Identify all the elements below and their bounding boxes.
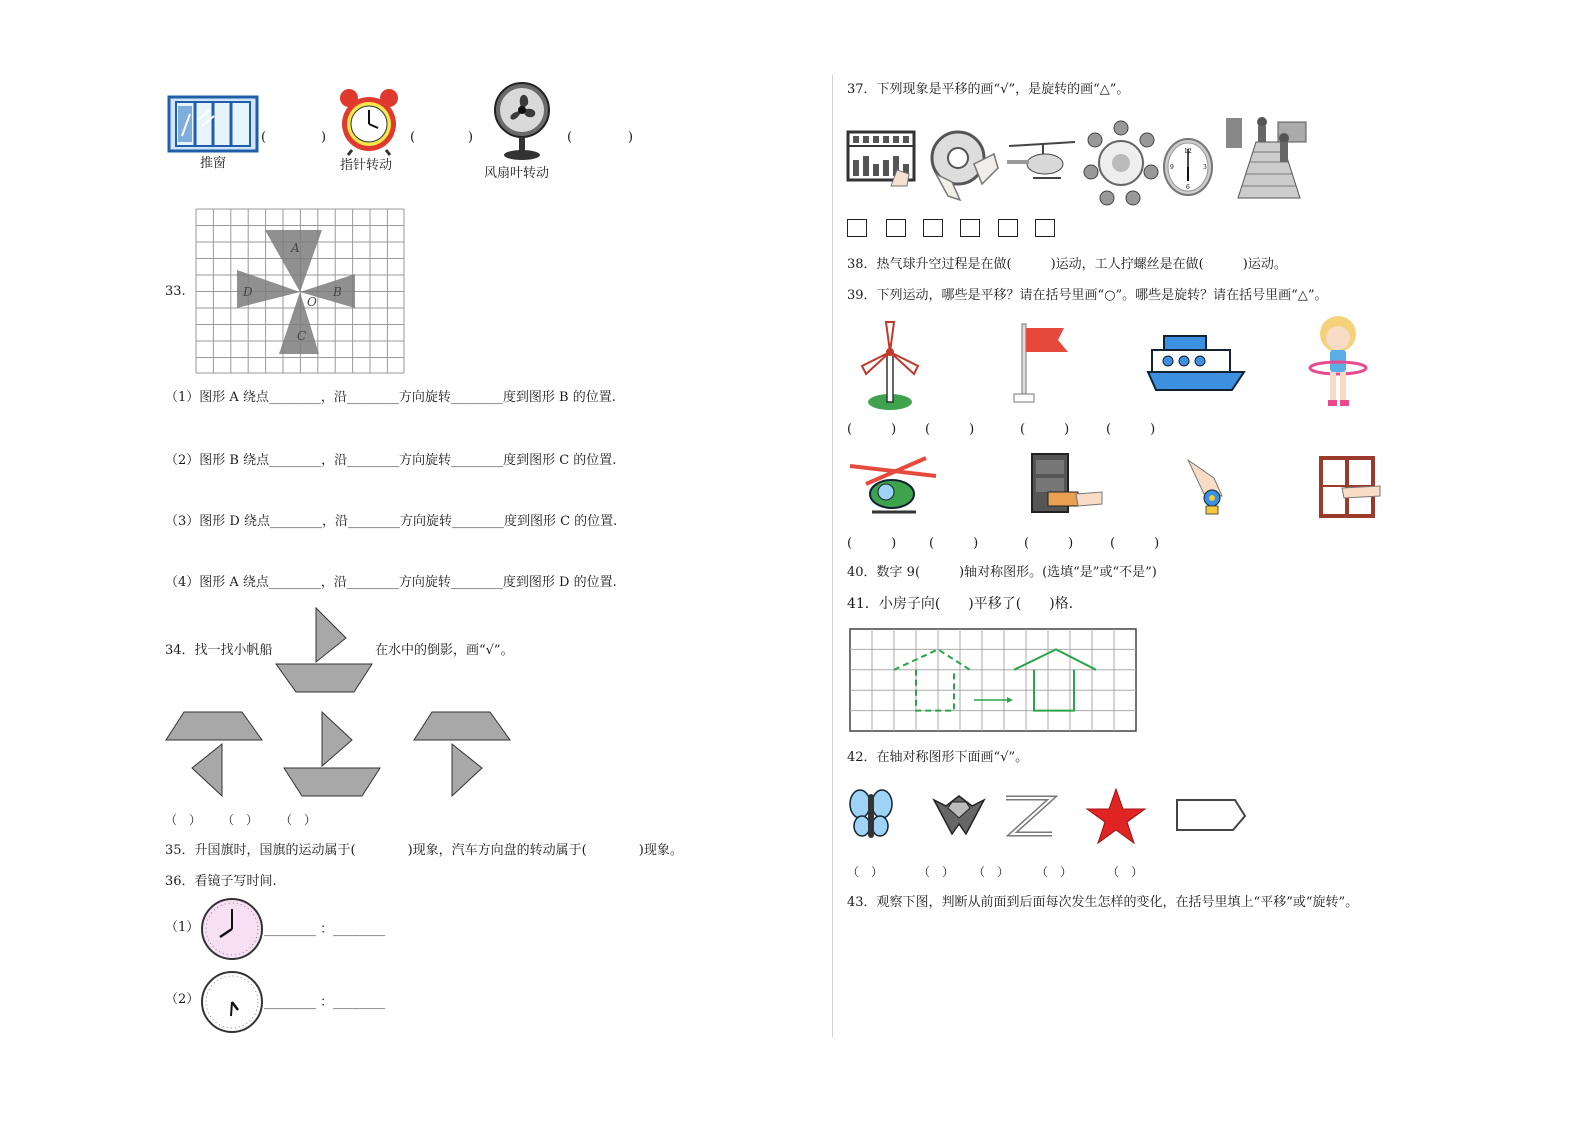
escalator-people-image	[1226, 112, 1308, 200]
answer-bracket-left: (	[410, 130, 416, 145]
answer-box-1[interactable]	[847, 219, 867, 237]
figure-center-o: O	[307, 295, 317, 309]
mirror-clock-1	[200, 897, 264, 961]
toy-helicopter-image	[846, 454, 940, 520]
drawer-cabinet-image	[1028, 452, 1104, 514]
clock-hand-label: 指针转动	[340, 158, 393, 173]
abacus-image	[847, 130, 915, 188]
electric-fan-image	[492, 82, 552, 162]
helicopter-image	[1005, 138, 1079, 190]
house-translation-grid	[849, 628, 1139, 734]
q39-bracket-5: ( )	[847, 536, 897, 551]
fan-blade-label: 风扇叶转动	[484, 166, 550, 181]
answer-box-4[interactable]	[960, 219, 980, 237]
red-star-shape	[1085, 787, 1147, 845]
page-divider	[832, 75, 833, 1037]
answer-bracket-left: (	[567, 130, 573, 145]
q34-prefix: 34．找一找小帆船	[165, 643, 273, 658]
clock-numeral-9: 9	[1170, 164, 1174, 171]
answer-box-2[interactable]	[886, 219, 906, 237]
window-hand-image	[1318, 456, 1382, 518]
q36-label-1: （1）	[165, 920, 200, 935]
q39-title: 39．下列运动，哪些是平移？请在括号里画“○”。哪些是旋转？请在括号里画“△”。	[847, 288, 1328, 303]
alarm-clock-image	[336, 88, 402, 156]
rotation-grid-figure	[195, 208, 405, 374]
option-bracket: （ ）	[280, 813, 317, 827]
q42-bracket-2: （ ）	[918, 865, 955, 879]
figure-letter-c: C	[297, 329, 307, 343]
answer-bracket-right: )	[468, 130, 474, 145]
answer-box-6[interactable]	[1035, 219, 1055, 237]
time-answer-2: ________ ：________	[264, 995, 386, 1010]
q42-title: 42．在轴对称图形下面画“√”。	[847, 750, 1029, 765]
reflection-option-2	[282, 710, 382, 798]
question-number: 33.	[165, 284, 186, 299]
q36-title: 36．看镜子写时间.	[165, 874, 277, 889]
q33-line-4: （4）图形 A 绕点________，沿________方向旋转________度到图形 D 的位置.	[165, 575, 617, 590]
q38-text: 38．热气球升空过程是在做( )运动，工人拧螺丝是在做( )运动。	[847, 257, 1287, 272]
q39-bracket-6: ( )	[929, 536, 979, 551]
mirror-clock-2	[200, 970, 264, 1034]
hand-twisting-cap-image	[1184, 456, 1238, 516]
sailboat-figure	[274, 606, 374, 694]
answer-box-5[interactable]	[998, 219, 1018, 237]
clock-numeral-6: 6	[1186, 184, 1190, 191]
answer-box-3[interactable]	[923, 219, 943, 237]
option-bracket: （ ）	[165, 813, 202, 827]
q42-bracket-3: （ ）	[973, 865, 1010, 879]
q42-bracket-5: （ ）	[1107, 865, 1144, 879]
q39-bracket-2: ( )	[925, 422, 975, 437]
push-window-label: 推窗	[200, 156, 227, 171]
q33-line-3: （3）图形 D 绕点________，沿________方向旋转________度到图形 C 的位置.	[165, 514, 618, 529]
windmill-image	[856, 318, 924, 408]
q35-text: 35．升国旗时，国旗的运动属于( )现象，汽车方向盘的转动属于( )现象。	[165, 843, 683, 858]
q39-bracket-7: ( )	[1024, 536, 1074, 551]
merry-go-round-kids-image	[1085, 120, 1157, 206]
time-answer-1: ________ ：________	[264, 922, 386, 937]
q39-bracket-4: ( )	[1106, 422, 1156, 437]
q33-line-2: （2）图形 B 绕点________，沿________方向旋转________度到图形 C 的位置.	[165, 453, 617, 468]
q39-bracket-3: ( )	[1020, 422, 1070, 437]
clock-numeral-12: 12	[1184, 148, 1192, 155]
answer-bracket-right: )	[628, 130, 634, 145]
letter-z-shape	[1002, 796, 1056, 838]
q42-bracket-4: （ ）	[1036, 865, 1073, 879]
window-push-image	[168, 96, 260, 154]
hands-diamond-image	[930, 794, 988, 840]
figure-letter-a: A	[291, 241, 300, 255]
flag-shape	[1175, 798, 1249, 836]
clock-numeral-3: 3	[1203, 164, 1207, 171]
q43-text: 43．观察下图，判断从前面到后面每次发生怎样的变化，在括号里填上“平移”或“旋转”。	[847, 895, 1359, 910]
q34-suffix: 在水中的倒影，画“√”。	[375, 643, 514, 658]
wall-clock-image	[1162, 137, 1214, 197]
figure-letter-d: D	[243, 285, 253, 299]
q40-text: 40．数字 9( )轴对称图形。(选填“是”或“不是”)	[847, 565, 1157, 580]
ship-image	[1146, 334, 1246, 396]
steering-hands-image	[928, 124, 1000, 204]
q39-bracket-8: ( )	[1110, 536, 1160, 551]
girl-hula-hoop-image	[1306, 312, 1370, 410]
butterfly-image	[848, 786, 894, 844]
reflection-option-3	[412, 710, 512, 798]
q36-label-2: （2）	[165, 992, 200, 1007]
q33-line-1: （1）图形 A 绕点________，沿________方向旋转________度到图形 B 的位置.	[165, 390, 616, 405]
option-bracket: （ ）	[222, 813, 259, 827]
q37-title: 37．下列现象是平移的画“√”，是旋转的画“△”。	[847, 82, 1130, 97]
figure-letter-b: B	[333, 285, 342, 299]
answer-bracket-left: (	[261, 130, 267, 145]
answer-bracket-right: )	[321, 130, 327, 145]
q39-bracket-1: ( )	[847, 422, 897, 437]
flag-raising-image	[1012, 322, 1072, 404]
q41-text: 41．小房子向( )平移了( )格.	[847, 596, 1074, 612]
q42-bracket-1: （ ）	[847, 865, 884, 879]
reflection-option-1	[164, 710, 264, 798]
